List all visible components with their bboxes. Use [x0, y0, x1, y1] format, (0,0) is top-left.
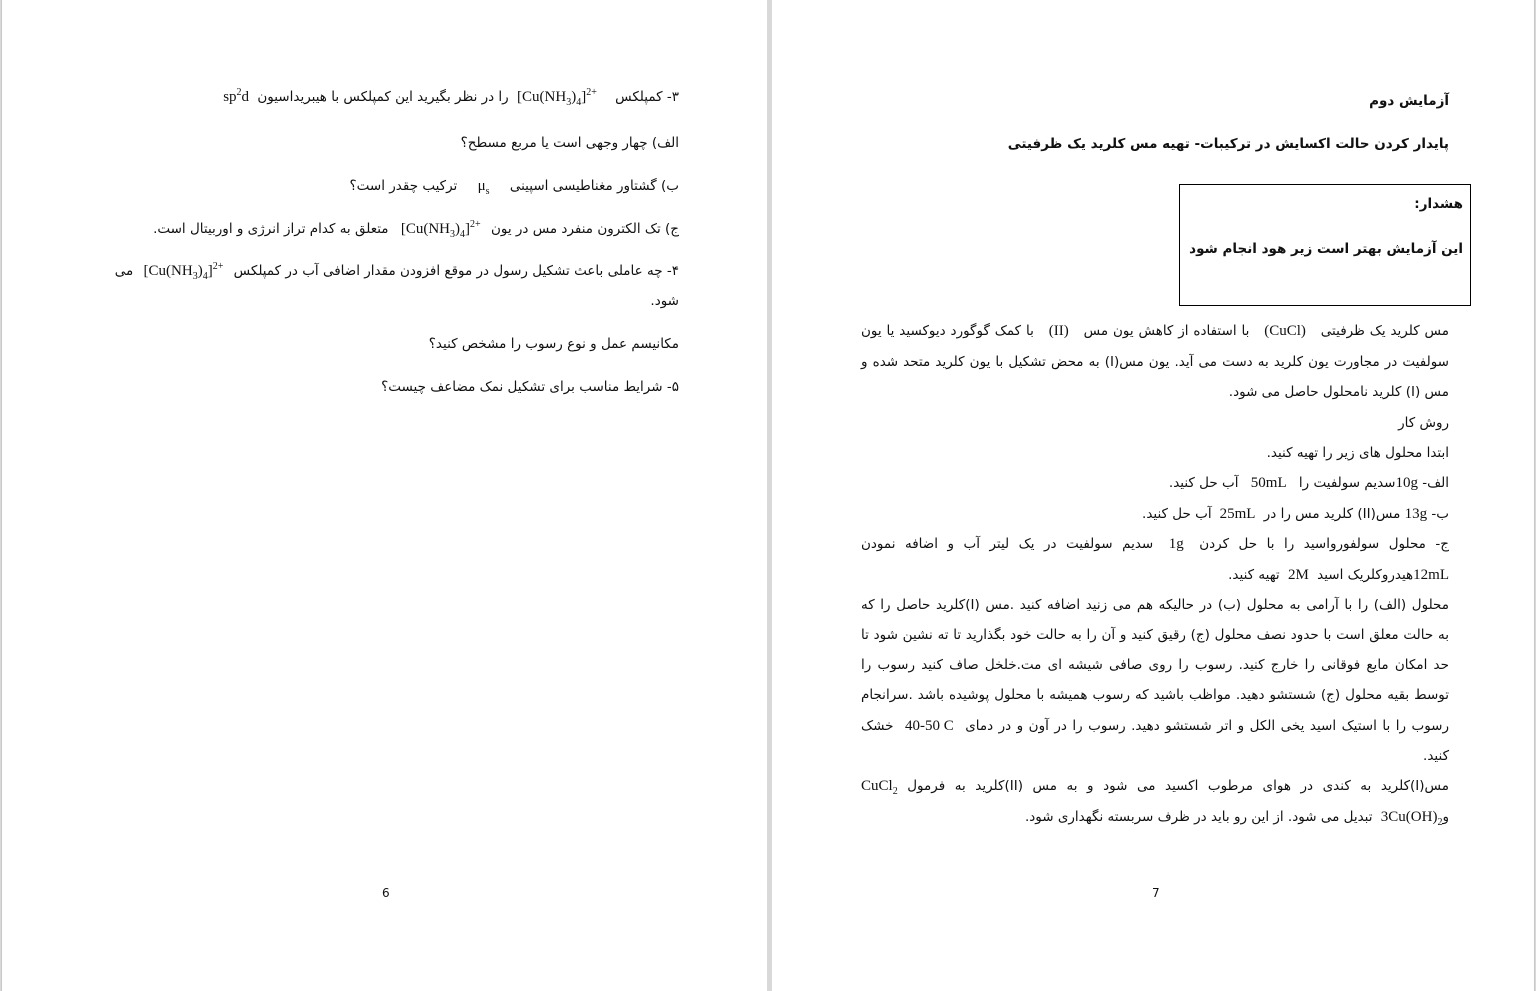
question-3-prefix: ۳- کمپلکس [615, 89, 679, 105]
question-3-text: را در نظر بگیرید این کمپلکس با هیبریداسیون [257, 89, 509, 105]
volume-value: 50mL [1250, 475, 1287, 491]
copper-ammine-formula: $[Cu(NH_3)_4]^{2+}$ [517, 87, 597, 108]
prepare-solutions: ابتدا محلول های زیر را تهیه کنید. [1266, 445, 1449, 461]
solution-b: ب- 13g مس(II) کلرید مس را در 25mLآب حل کنید. [1142, 506, 1449, 522]
copper-ammine-formula: $[Cu(NH_3)_4]^{2+}$ [400, 219, 481, 240]
question-4b: مکانیسم عمل و نوع رسوب را مشخص کنید؟ [428, 336, 679, 352]
procedure-line-3: حد امکان مایع فوقانی را خارج کنید. رسوب را روی صافی شیشه ای مت.خلخل صاف کنید رسوب را [861, 657, 1449, 673]
procedure-line-2: به حالت معلق است با حدود نصف محلول (ج) رقیق کنید و آن را به حالت خود بگذارید تا ته نشین شود تا [861, 627, 1449, 643]
question-5: ۵- شرایط مناسب برای تشکیل نمک مضاعف چیست؟ [381, 379, 679, 395]
procedure-line-5: رسوب را با استیک اسید یخی الکل و اتر شستشو دهید. رسوب را در آون و در دمای 40-50 C خشک [861, 718, 1449, 734]
volume-value: 25mL [1219, 506, 1256, 522]
mass-value: 10g [1395, 475, 1418, 491]
copper-ammine-formula: $[Cu(NH_3)_4]^{2+}$ [143, 261, 224, 282]
intro-line-1: مس کلرید یک ظرفیتی (CuCl) با استفاده از کاهش یون مس (II) با کمک گوگورد دیوکسید یا یون [861, 323, 1449, 339]
procedure-line-6: کنید. [1423, 748, 1449, 764]
question-4: ۴- چه عاملی باعث تشکیل رسول در موقع افزودن مقدار اضافی آب در کمپلکس $[Cu(NH_3)_4]^{2+}$ می [114, 261, 679, 282]
warning-box [1179, 184, 1471, 306]
volume-value: 12mL [1413, 567, 1449, 583]
storage-line-1: مس(I)کلرید به کندی در هوای مرطوب اکسید می شود و به مس (II)کلرید به فرمول CuCl$_2$ [861, 778, 1449, 797]
intro-line-2: سولفیت در مجاورت یون کلرید به دست می آید. یون مس(I) به محض تشکیل با یون کلرید متحد شده و [861, 354, 1449, 370]
page-number: 7 [1152, 886, 1160, 900]
solution-a: الف- 10gسدیم سولفیت را 50mL آب حل کنید. [1168, 475, 1449, 491]
document-page-left [1, 0, 767, 991]
question-3a: الف) چهار وجهی است یا مربع مسطح؟ [460, 135, 679, 151]
solution-c-line-1: ج- محلول سولفورواسید را با حل کردن 1g سدیم سولفیت در یک لیتر آب و اضافه نمودن [861, 536, 1449, 552]
procedure-line-4: توسط بقیه محلول (ج) شستشو دهید. مواظب باشید که رسوب همیشه با محلول پوشیده باشد .سرانجام [861, 687, 1449, 703]
question-3b: ب) گشتاور مغناطیسی اسپینی $\mu_s$ ترکیب چقدر است؟ [349, 178, 679, 197]
warning-text: این آزمایش بهتر است زیر هود انجام شود [1189, 241, 1463, 257]
intro-line-3: مس (I) کلرید نامحلول حاصل می شود. [1228, 384, 1449, 400]
solution-c-line-2: 12mLهیدروکلریک اسید 2M تهیه کنید. [1228, 567, 1449, 583]
copper-hydroxide-formula: $3Cu(OH)_2$ [1380, 809, 1443, 828]
cucl2-formula: CuCl$_2$ [861, 778, 898, 797]
storage-line-2: $و3Cu(OH)_2$ تبدیل می شود. از این رو باید در ظرف سربسته نگهداری شود. [1024, 809, 1449, 828]
page-number: 6 [382, 886, 390, 900]
warning-title: هشدار: [1414, 196, 1463, 212]
hybridization-formula: $sp^2d$ [223, 87, 250, 105]
question-4-continued: شود. [650, 293, 679, 309]
experiment-heading: آزمایش دوم [1369, 93, 1449, 109]
oxidation-state-ii: (II) [1048, 323, 1069, 339]
concentration-value: 2M [1287, 567, 1309, 583]
procedure-line-1: محلول (الف) را با آرامی به محلول (ب) در حالیکه هم می زنید اضافه کنید .مس (I)کلرید حاصل را که [861, 597, 1449, 613]
mass-value: 1g [1168, 536, 1184, 552]
magnetic-moment-symbol: $\mu_s$ [477, 178, 490, 197]
mass-value: 13g [1404, 506, 1428, 522]
experiment-subheading: پایدار کردن حالت اکسایش در ترکیبات- تهیه مس کلرید یک ظرفیتی [1007, 136, 1449, 152]
question-3 [223, 88, 679, 106]
method-title: روش کار [1398, 415, 1449, 431]
cucl-formula: (CuCl) [1264, 323, 1306, 339]
document-page-right [772, 0, 1535, 991]
temperature-range: 40-50 C [904, 718, 954, 734]
question-3c: ج) تک الکترون منفرد مس در یون $[Cu(NH_3)_4]^{2+}$ متعلق به کدام تراز انرژی و اوربیتال است. [153, 219, 679, 240]
